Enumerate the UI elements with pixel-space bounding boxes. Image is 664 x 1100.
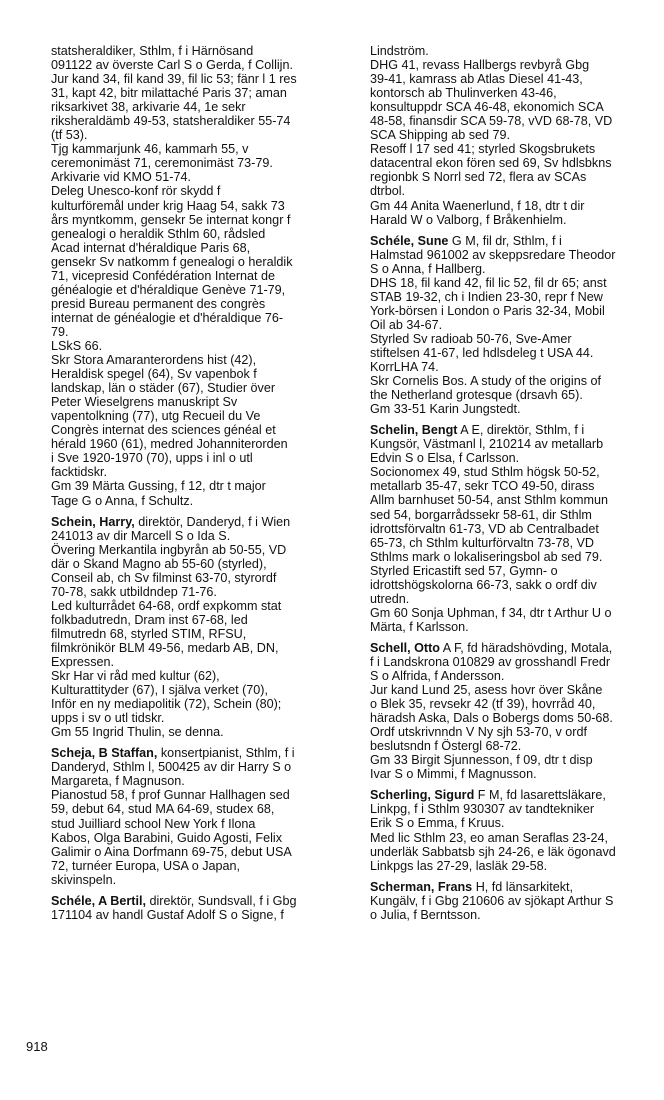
entry-line: Märta, f Karlsson. [370, 619, 469, 634]
entry-line: Resoff l 17 sed 41; styrled Skogsbrukets [370, 142, 596, 157]
entry-line: Skr Har vi råd med kultur (62), [51, 669, 220, 684]
entry-line: Socionomex 49, stud Sthlm högsk 50-52, [370, 465, 600, 480]
entry-line: Styrled Sv radioab 50-76, Sve-Amer [370, 331, 572, 346]
entry-line [370, 423, 662, 437]
entry-line [51, 746, 347, 760]
entry-line: kulturföremål under krig Haag 54, sakk 73 [51, 198, 285, 213]
left-column [51, 44, 347, 922]
entry-line: upps i sv o utl tidskr. [51, 711, 165, 726]
entry-line: the Netherland grotesque (drsavh 65). [370, 388, 583, 403]
entry-line: Kabos, Olga Barabini, Guido Agosti, Felix [51, 830, 283, 845]
entry-line: statsheraldiker, Sthlm, f i Härnösand [51, 44, 254, 58]
entry-continuation [370, 44, 662, 227]
entry-line: Lindström. [370, 44, 429, 58]
entry-line: facktidskr. [51, 465, 107, 480]
biography-entry [370, 880, 662, 922]
entry-continuation [51, 44, 347, 508]
entry-line: regionbk S Norrl sed 72, flera av SCAs [370, 170, 587, 185]
entry-line: 31, kapt 42, bitr milattaché Paris 37; aman [51, 86, 287, 101]
entry-line: Linkpg, f i Sthlm 930307 av tandtekniker [370, 802, 595, 817]
entry-line: 59, debut 64, stud MA 64-69, studex 68, [51, 802, 275, 817]
entry-line: 171104 av handl Gustaf Adolf S o Signe, f [51, 907, 284, 922]
entry-line: Linkpgs las 27-29, lasläk 29-58. [370, 858, 548, 873]
entry-line: års myntkomm, gensekr 5e internat kongr f [51, 212, 291, 227]
entry-line: STAB 19-32, ch i Indien 23-30, repr f New [370, 289, 603, 304]
entry-line: DHG 41, revass Hallbergs revbyrå Gbg [370, 58, 590, 73]
entry-line: Inför en ny mediapolitik (72), Schein (80); [51, 697, 282, 712]
entry-line: idrottsförvaltn 61-73, VD ab Centralbadet [370, 521, 599, 536]
entry-line: DHS 18, fil kand 42, fil lic 52, fil dr 65; anst [370, 275, 607, 290]
entry-line: 72, turnéer Europa, USA o Japan, [51, 858, 241, 873]
entry-line: Gm 60 Sonja Uphman, f 34, dtr t Arthur U o [370, 605, 612, 620]
entry-line: idrottshögskolorna 66-73, sakk o ordf div [370, 577, 597, 592]
entry-line: folkbadutredn, Dram inst 67-68, led [51, 612, 248, 627]
entry-line: Ivar S o Mimmi, f Magnusson. [370, 767, 537, 782]
entry-text: A E, direktör, Sthlm, f i [457, 423, 585, 438]
entry-line: 241013 av dir Marcell S o Ida S. [51, 528, 231, 543]
entry-line: 79. [51, 324, 69, 339]
entry-line: o Julia, f Berntsson. [370, 907, 481, 922]
entry-line: Led kulturrådet 64-68, ordf expkomm stat [51, 598, 282, 613]
entry-name: Scherman, Frans [370, 879, 473, 894]
entry-line: Acad internat d'héraldique Paris 68, [51, 240, 251, 255]
entry-line: Danderyd, Sthlm l, 500425 av dir Harry S o [51, 760, 292, 775]
entry-line: vapentolkning (77), utg Recueil du Ve [51, 409, 261, 424]
entry-line: S o Anna, f Hallberg. [370, 261, 486, 276]
entry-line: York-börsen i London o Paris 32-34, Mobil [370, 303, 605, 318]
biography-entry [370, 234, 662, 417]
biography-entry [370, 641, 662, 781]
entry-line: Galimir o Aina Dorfmann 69-75, debut USA [51, 844, 292, 859]
entry-line [370, 641, 662, 655]
entry-line: filmutredn 68, styrled STIM, RFSU, [51, 626, 247, 641]
entry-line [370, 234, 662, 248]
entry-text: F M, fd lasarettsläkare, [474, 788, 606, 803]
entry-line: f i Landskrona 010829 av grosshandl Fredr [370, 654, 611, 669]
entry-line: kontorsch ab Thulinverken 43-46, [370, 86, 557, 101]
entry-line: Arkivarie vid KMO 51-74. [51, 170, 191, 185]
entry-name: Scheja, B Staffan, [51, 746, 158, 761]
biography-entry [370, 788, 662, 872]
entry-line: S o Alfrida, f Andersson. [370, 669, 505, 684]
entry-line: Allm barnhuset 50-54, anst Sthlm kommun [370, 493, 608, 508]
entry-line [51, 894, 347, 908]
entry-name: Schéle, A Bertil, [51, 893, 146, 908]
entry-line: 091122 av överste Carl S o Gerda, f Collijn. [51, 58, 293, 73]
entry-line: 71, vicepresid Confédération Internat de [51, 268, 276, 283]
entry-line: Congrès internat des sciences généal et [51, 423, 276, 438]
biography-entry [370, 423, 662, 634]
entry-text: direktör, Danderyd, f i Wien [134, 514, 291, 529]
entry-line: o Blek 35, revsekr 42 (tf 39), hovrråd 40, [370, 697, 596, 712]
page-number: 918 [26, 1039, 48, 1054]
entry-line: filmkrönikör BLM 49-56, medarb AB, DN, [51, 640, 279, 655]
entry-line: Med lic Sthlm 23, eo aman Seraflas 23-24, [370, 830, 609, 845]
entry-name: Scherling, Sigurd [370, 788, 475, 803]
entry-line: Halmstad 961002 av skeppsredare Theodor [370, 247, 616, 262]
entry-text: A F, fd häradshövding, Motala, [439, 640, 613, 655]
biography-entry [51, 894, 347, 922]
entry-line: Gm 55 Ingrid Thulin, se denna. [51, 725, 224, 740]
entry-line: Peter Wieselgrens manuskript Sv [51, 395, 238, 410]
entry-line: Styrled Ericastift sed 57, Gymn- o [370, 563, 558, 578]
entry-line: KorrLHA 74. [370, 360, 439, 375]
entry-line: gensekr Sv natkomm f genealogi o heraldik [51, 254, 293, 269]
entry-line: généalogie et d'héraldique Genève 71-79, [51, 282, 286, 297]
entry-name: Schéle, Sune [370, 233, 449, 248]
entry-text: G M, fil dr, Sthlm, f i [448, 233, 562, 248]
entry-line: ceremonimäst 71, ceremonimäst 73-79. [51, 156, 273, 171]
entry-name: Schelin, Bengt [370, 423, 458, 438]
entry-line: där o Skand Magno ab 55-60 (styrled), [51, 556, 267, 571]
entry-line: hérald 1960 (61), medred Johanniterorden [51, 437, 288, 452]
entry-line: Expressen. [51, 655, 114, 670]
entry-line [370, 788, 662, 802]
entry-line: Gm 33-51 Karin Jungstedt. [370, 402, 521, 417]
entry-line: riksheraldämb 49-53, statsheraldiker 55-74 [51, 114, 291, 129]
biography-entry [51, 515, 347, 740]
entry-line: skivinspeln. [51, 872, 117, 887]
entry-line: stud Juilliard school New York f Ilona [51, 816, 256, 831]
entry-line: Skr Cornelis Bos. A study of the origins of [370, 374, 601, 389]
entry-line: Ordf utskrivnndn V Ny sjh 53-70, v ordf [370, 725, 587, 740]
entry-line: Edvin S o Elsa, f Carlsson. [370, 451, 520, 466]
entry-name: Schein, Harry, [51, 514, 135, 529]
entry-line: Skr Stora Amaranterordens hist (42), [51, 353, 257, 368]
entry-line: Sthlms mark o lokaliseringsbol ab sed 79. [370, 549, 603, 564]
entry-line: Kungsör, Västmanl l, 210214 av metallarb [370, 437, 604, 452]
biography-entry [51, 746, 347, 886]
entry-line: 48-58, finansdir SCA 59-78, vVD 68-78, VD [370, 114, 613, 129]
entry-line [51, 515, 347, 529]
entry-line: Tjg kammarjunk 46, kammarh 55, v [51, 142, 249, 157]
entry-line: Kungälv, f i Gbg 210606 av sjökapt Arthur S [370, 893, 614, 908]
entry-line: Jur kand 34, fil kand 39, fil lic 53; fänr l 1 res [51, 72, 297, 87]
entry-line: internat de généalogie et d'héraldique 76- [51, 310, 284, 325]
entry-text: direktör, Sundsvall, f i Gbg [145, 893, 297, 908]
entry-line [370, 880, 662, 894]
entry-line: Gm 44 Anita Waenerlund, f 18, dtr t dir [370, 198, 585, 213]
entry-line: Tage G o Anna, f Schultz. [51, 493, 194, 508]
entry-name: Schell, Otto [370, 640, 440, 655]
entry-line: Oil ab 34-67. [370, 317, 443, 332]
entry-line: Övering Merkantila ingbyrån ab 50-55, VD [51, 542, 287, 557]
right-column [370, 44, 662, 922]
entry-line: (tf 53). [51, 128, 88, 143]
entry-line: dtrbol. [370, 184, 406, 199]
entry-line: beslutsndn f Östergl 68-72. [370, 739, 522, 754]
entry-line: Conseil ab, ch Sv filminst 63-70, styrordf [51, 570, 277, 585]
entry-line: 39-41, kamrass ab Atlas Diesel 41-43, [370, 72, 583, 87]
entry-line: konsultuppdr SCA 46-48, ekonomich SCA [370, 100, 604, 115]
entry-line: Pianostud 58, f prof Gunnar Hallhagen sed [51, 788, 290, 803]
entry-line: presid Bureau permanent des congrès [51, 296, 266, 311]
entry-line: Heraldisk spegel (64), Sv vapenbok f [51, 367, 257, 382]
entry-line: Gm 33 Birgit Sjunnesson, f 09, dtr t disp [370, 753, 593, 768]
entry-line: i Sve 1920-1970 (70), upps i inl o utl [51, 451, 253, 466]
entry-line: Jur kand Lund 25, asess hovr över Skåne [370, 683, 603, 698]
entry-line: genealogi o heraldik Sthlm 60, rådsled [51, 226, 266, 241]
entry-line: Margareta, f Magnuson. [51, 774, 185, 789]
entry-line: Gm 39 Märta Gussing, f 12, dtr t major [51, 479, 266, 494]
entry-line: metallarb 35-47, sekr TCO 49-50, dirass [370, 479, 595, 494]
entry-line: häradsh Aska, Dals o Bobergs doms 50-68. [370, 711, 613, 726]
entry-line: landskap, län o städer (67), Studier över [51, 381, 276, 396]
entry-line: stiftelsen 41-67, led hdlsdeleg t USA 44. [370, 345, 594, 360]
entry-line: LSkS 66. [51, 338, 103, 353]
entry-line: sed 54, borgarrådssekr 58-61, dir Sthlm [370, 507, 592, 522]
entry-line: 65-73, ch Sthlm kulturförvaltn 73-78, VD [370, 535, 594, 550]
entry-line: Harald W o Valborg, f Bråkenhielm. [370, 212, 567, 227]
entry-text: H, fd länsarkitekt, [472, 879, 573, 894]
entry-line: riksarkivet 38, arkivarie 44, 1e sekr [51, 100, 246, 115]
entry-line: 70-78, sakk utbildndep 71-76. [51, 584, 217, 599]
entry-line: utredn. [370, 591, 410, 606]
entry-line: Kulturattityder (67), I själva verket (70), [51, 683, 268, 698]
entry-line: SCA Shipping ab sed 79. [370, 128, 511, 143]
entry-line: datacentral ekon fören sed 69, Sv hdlsbkns [370, 156, 612, 171]
entry-line: Deleg Unesco-konf rör skydd f [51, 184, 221, 199]
entry-text: konsertpianist, Sthlm, f i [157, 746, 295, 761]
entry-line: Erik S o Emma, f Kruus. [370, 816, 505, 831]
entry-line: underläk Sabbatsb sjh 24-26, e läk ögonavd [370, 844, 616, 859]
